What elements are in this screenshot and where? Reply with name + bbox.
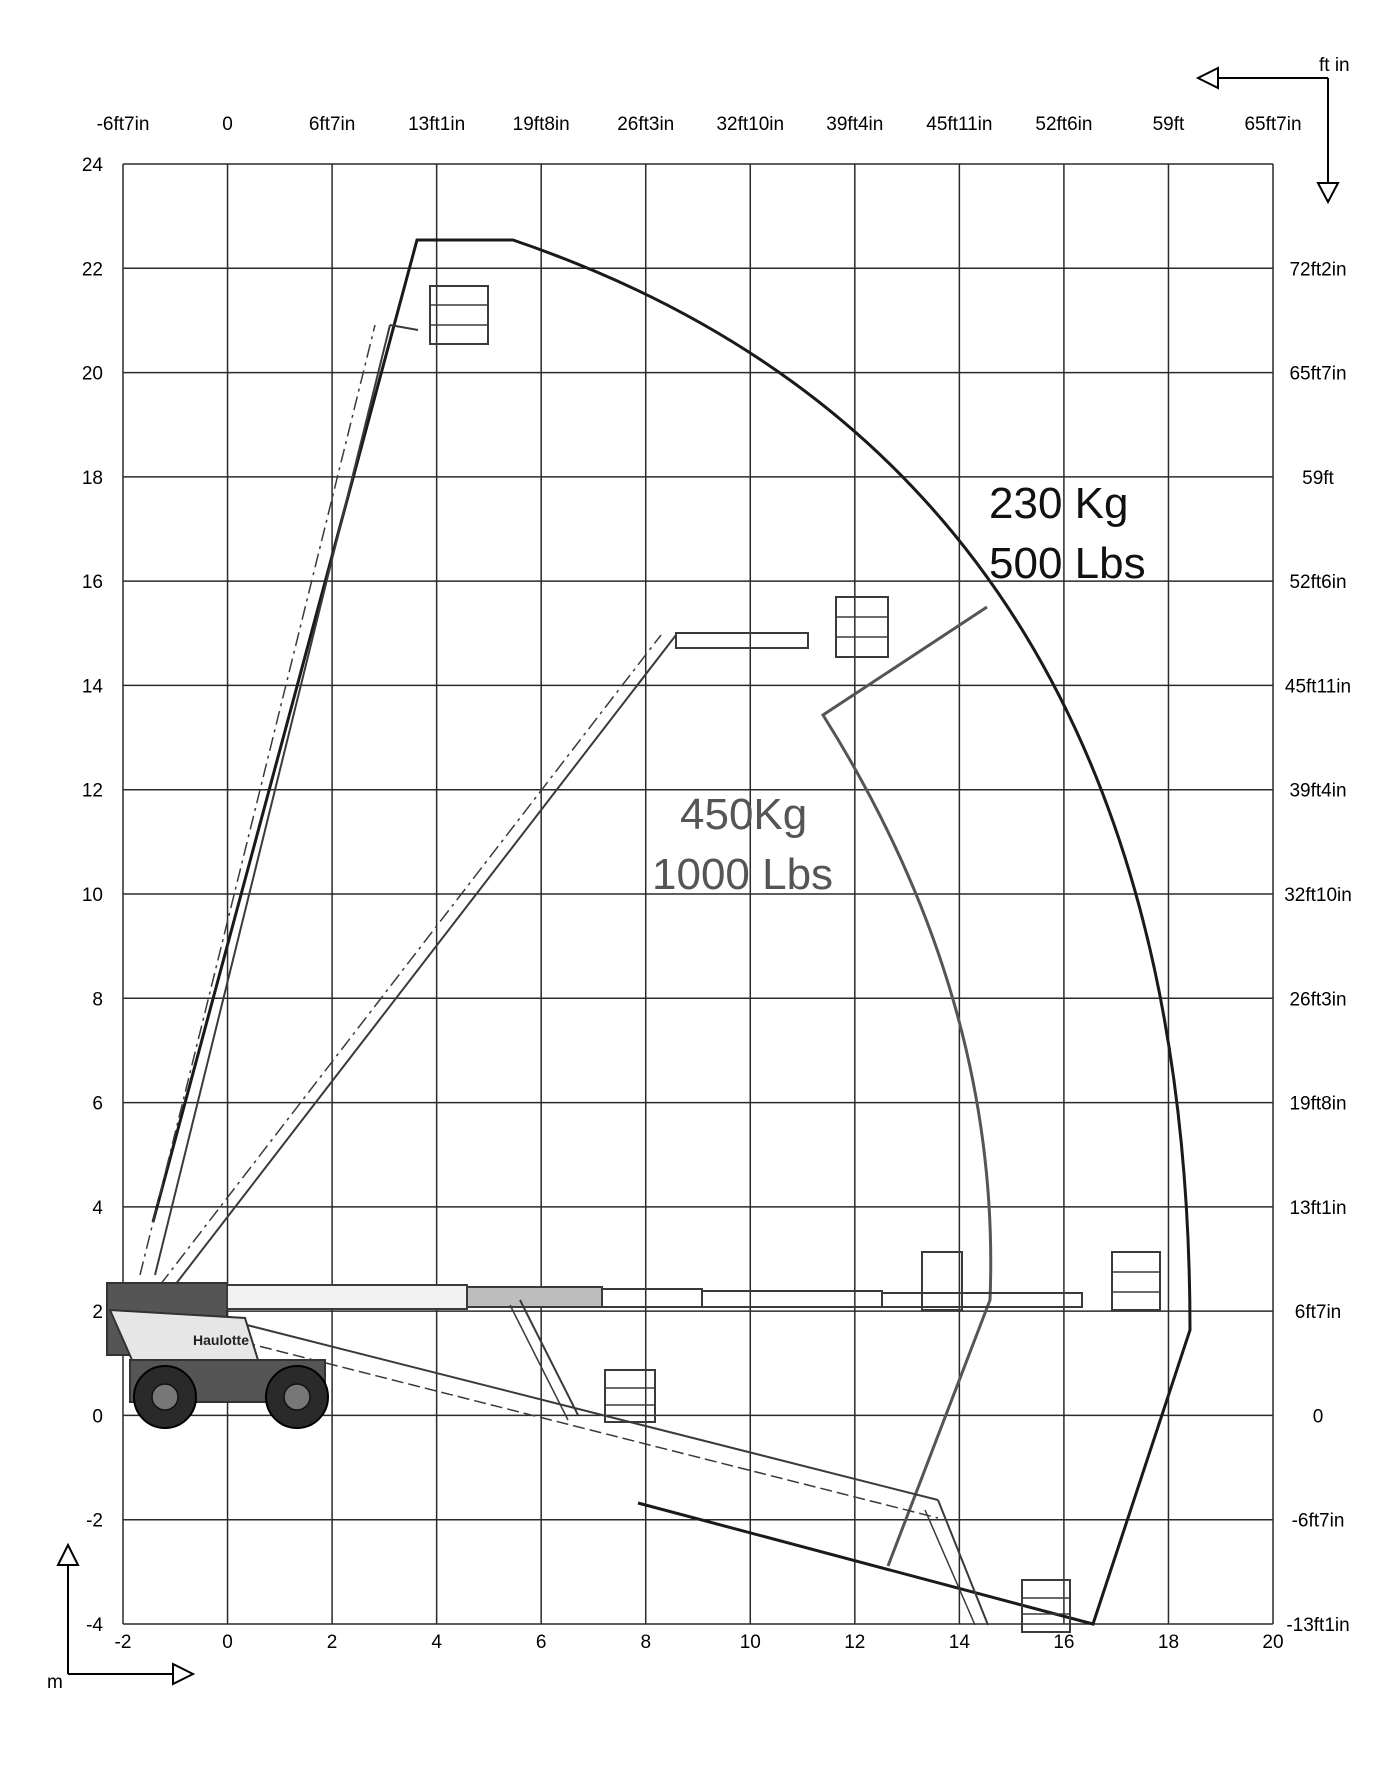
y-tick-label-ftin: 13ft1in — [1289, 1197, 1347, 1219]
boom-mid-reach — [160, 597, 888, 1285]
y-tick-label-ftin: 65ft7in — [1289, 363, 1347, 385]
arrow-up-icon — [58, 1545, 78, 1565]
y-tick-label-m: 20 — [81, 363, 103, 385]
x-tick-label-ftin: 59ft — [1152, 114, 1185, 135]
x-tick-label-ftin: 32ft10in — [716, 114, 785, 135]
bottom-axis-ticks-m — [115, 1632, 1284, 1653]
y-tick-label-ftin: 52ft6in — [1289, 572, 1347, 594]
y-tick-label-ftin: 59ft — [1302, 467, 1334, 489]
y-tick-label-m: 4 — [92, 1197, 103, 1219]
y-tick-label-m: 14 — [81, 676, 103, 698]
x-tick-label-ftin: 45ft11in — [926, 114, 993, 135]
y-tick-label-ftin: 6ft7in — [1294, 1302, 1342, 1324]
x-tick-label-ftin: -6ft7in — [96, 114, 150, 135]
y-tick-label-m: 10 — [81, 885, 103, 906]
x-tick-label-m: 20 — [1262, 1632, 1284, 1653]
capacity-label-outer — [989, 479, 1146, 588]
x-tick-label-m: 14 — [948, 1632, 970, 1653]
y-tick-label-m: 24 — [81, 155, 103, 176]
x-tick-label-ftin: 19ft8in — [512, 114, 570, 135]
x-tick-label-m: 16 — [1053, 1632, 1075, 1653]
y-tick-label-ftin: -6ft7in — [1291, 1510, 1345, 1532]
platform-basket — [922, 1252, 962, 1310]
x-tick-label-m: 2 — [326, 1632, 338, 1653]
arrow-right-icon — [173, 1664, 193, 1684]
capacity-inner-kg: 450Kg — [680, 790, 808, 839]
capacity-outer-kg: 230 Kg — [989, 479, 1129, 528]
inner-envelope-450kg — [823, 607, 991, 1566]
x-tick-label-ftin: 6ft7in — [308, 114, 356, 135]
y-tick-label-ftin: 45ft11in — [1284, 676, 1352, 698]
machine-chassis — [110, 1310, 328, 1428]
x-tick-label-m: -2 — [114, 1632, 132, 1653]
x-tick-label-ftin: 26ft3in — [617, 114, 675, 135]
y-tick-label-ftin: -13ft1in — [1286, 1615, 1350, 1636]
x-tick-label-ftin: 0 — [222, 114, 233, 135]
wheel-rear — [134, 1366, 196, 1428]
platform-basket — [1112, 1252, 1160, 1310]
y-tick-label-m: -4 — [86, 1615, 103, 1636]
platform-basket — [836, 597, 888, 657]
top-axis-ticks-ftin — [97, 114, 1302, 135]
right-axis-ticks-ftin — [1284, 259, 1352, 1636]
x-tick-label-m: 12 — [844, 1632, 866, 1653]
x-tick-label-ftin: 13ft1in — [408, 114, 466, 135]
y-tick-label-m: 16 — [81, 572, 103, 594]
boom-max-height — [140, 286, 488, 1275]
x-tick-label-m: 8 — [640, 1632, 652, 1653]
x-tick-label-m: 10 — [739, 1632, 761, 1653]
y-tick-label-ftin: 0 — [1312, 1406, 1324, 1428]
y-tick-label-m: 8 — [92, 989, 103, 1011]
imperial-unit-label: ft in — [1319, 55, 1350, 76]
platform-basket — [605, 1370, 655, 1422]
metric-unit-label: m — [47, 1672, 63, 1693]
y-tick-label-m: 0 — [92, 1406, 103, 1428]
y-tick-label-ftin: 39ft4in — [1289, 780, 1347, 802]
x-tick-label-m: 4 — [431, 1632, 442, 1653]
y-tick-label-m: 12 — [81, 780, 103, 802]
platform-basket — [430, 286, 488, 344]
y-tick-label-m: 22 — [81, 259, 103, 281]
x-tick-label-ftin: 39ft4in — [826, 114, 884, 135]
y-tick-label-ftin: 19ft8in — [1289, 1093, 1347, 1115]
x-tick-label-m: 6 — [535, 1632, 547, 1653]
boom-horizontal — [107, 1252, 1160, 1355]
y-tick-label-m: -2 — [86, 1510, 103, 1532]
x-tick-label-ftin: 65ft7in — [1244, 114, 1302, 135]
x-tick-label-ftin: 52ft6in — [1035, 114, 1093, 135]
y-tick-label-m: 18 — [81, 467, 103, 489]
metric-unit-indicator — [47, 1545, 193, 1693]
left-axis-ticks-m — [82, 155, 104, 1636]
brand-label: Haulotte — [193, 1332, 249, 1348]
y-tick-label-m: 2 — [92, 1302, 103, 1324]
jib-lowered — [510, 1300, 655, 1422]
capacity-inner-lbs: 1000 Lbs — [652, 850, 834, 899]
y-tick-label-ftin: 26ft3in — [1289, 989, 1347, 1011]
capacity-label-inner — [652, 790, 833, 899]
wheel-front — [266, 1366, 328, 1428]
x-tick-label-m: 0 — [222, 1632, 233, 1653]
y-tick-label-m: 6 — [92, 1093, 103, 1115]
arrow-down-icon — [1318, 183, 1338, 202]
y-tick-label-ftin: 32ft10in — [1284, 885, 1352, 906]
arrow-left-icon — [1198, 68, 1218, 88]
x-tick-label-m: 18 — [1157, 1632, 1180, 1653]
y-tick-label-ftin: 72ft2in — [1289, 259, 1347, 281]
capacity-outer-lbs: 500 Lbs — [989, 539, 1146, 588]
